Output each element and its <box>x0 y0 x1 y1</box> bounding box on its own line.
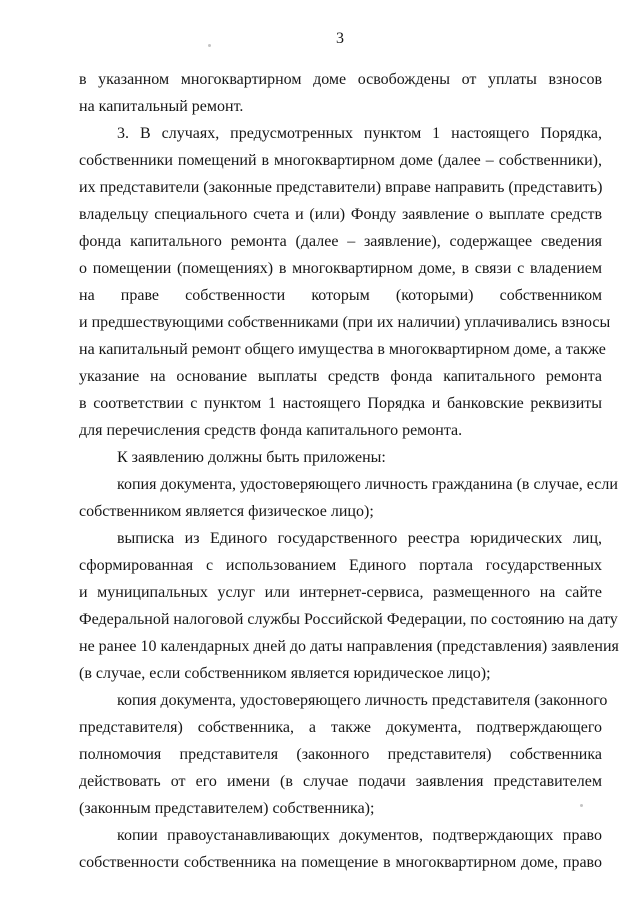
text-line: собственности собственника на помещение в многоквартирном доме, право <box>79 854 602 871</box>
text-line: их представители (законные представители) вправе направить (представить) <box>79 179 603 196</box>
text-line: о помещении (помещениях) в многоквартирном доме, в связи с владением <box>79 260 602 277</box>
text-line: действовать от его имени (в случае подачи заявления представителем <box>79 773 602 790</box>
text-line: 3. В случаях, предусмотренных пунктом 1 настоящего Порядка, <box>117 125 602 142</box>
text-line: и предшествующими собственниками (при их наличии) уплачивались взносы <box>79 314 611 331</box>
text-line: Федеральной налоговой службы Российской Федерации, по состоянию на дату <box>79 611 618 628</box>
document-body <box>79 66 619 876</box>
paragraph-item-3 <box>79 120 611 444</box>
text-line: в соответствии с пунктом 1 настоящего Порядка и банковские реквизиты <box>79 395 602 412</box>
paragraph-identity-copy <box>79 471 618 525</box>
text-line: для перечисления средств фонда капитального ремонта. <box>79 422 463 439</box>
text-line: на капитальный ремонт. <box>79 98 244 115</box>
text-line: (в случае, если собственником является юридическое лицо); <box>79 665 491 682</box>
text-line: выписка из Единого государственного реестра юридических лиц, <box>117 530 602 547</box>
paragraph-attachments-intro <box>79 444 602 471</box>
text-line: указание на основание выплаты средств фонда капитального ремонта <box>79 368 602 385</box>
text-line: копия документа, удостоверяющего личность гражданина (в случае, если <box>117 476 618 493</box>
text-line: (законным представителем) собственника); <box>79 800 375 817</box>
text-line: К заявлению должны быть приложены: <box>117 449 386 466</box>
paragraph-representative-copy <box>79 687 608 822</box>
paragraph-title-documents <box>79 822 602 876</box>
text-line: сформированная с использованием Единого портала государственных <box>79 557 602 574</box>
text-line: не ранее 10 календарных дней до даты направления (представления) заявления <box>79 638 619 655</box>
text-line: на праве собственности которым (которыми) собственником <box>79 287 602 304</box>
scan-speck <box>580 804 583 807</box>
text-line: представителя) собственника, а также документа, подтверждающего <box>79 719 602 736</box>
text-line: собственником является физическое лицо); <box>79 503 374 520</box>
text-line: и муниципальных услуг или интернет-сервиса, размещенного на сайте <box>79 584 602 601</box>
text-line: фонда капитального ремонта (далее – заявление), содержащее сведения <box>79 233 602 250</box>
text-line: полномочия представителя (законного представителя) собственника <box>79 746 602 763</box>
page-number: 3 <box>336 30 344 47</box>
text-line: копии правоустанавливающих документов, подтверждающих право <box>117 827 602 844</box>
text-line: в указанном многоквартирном доме освобождены от уплаты взносов <box>79 71 602 88</box>
scan-speck <box>208 44 211 47</box>
text-line: на капитальный ремонт общего имущества в многоквартирном доме, а также <box>79 341 606 358</box>
text-line: собственники помещений в многоквартирном доме (далее – собственники), <box>79 152 602 169</box>
text-line: владельцу специального счета и (или) Фонду заявление о выплате средств <box>79 206 602 223</box>
paragraph-continuation <box>79 66 602 120</box>
text-line: копия документа, удостоверяющего личность представителя (законного <box>117 692 608 709</box>
paragraph-registry-extract <box>79 525 619 687</box>
